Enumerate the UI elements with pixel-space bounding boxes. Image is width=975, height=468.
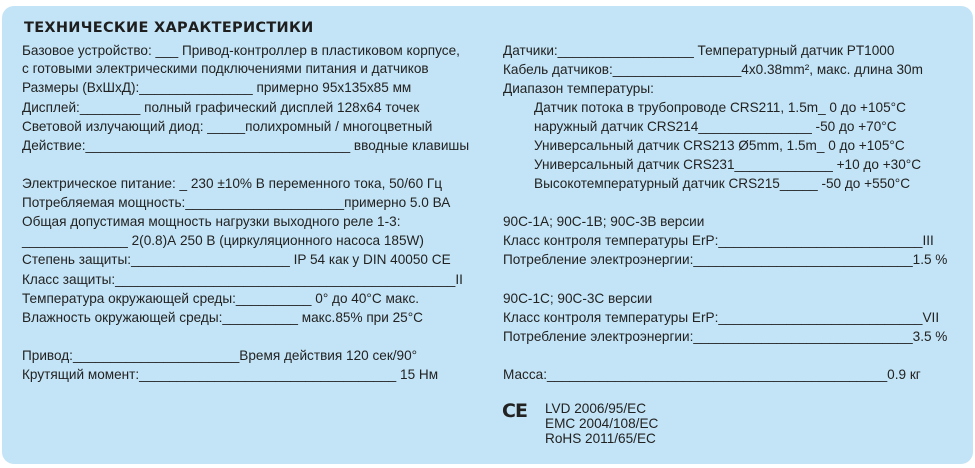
spec-sensor-crs215: Высокотемпературный датчик CRS215_____ -50 до +550°С: [534, 176, 911, 191]
spec-sensor-crs211: Датчик потока в трубопроводе CRS211, 1.5m_ 0 до +105°С: [534, 100, 906, 115]
spec-version-group-1: 90С-1А; 90С-1В; 90С-3В версии: [503, 214, 705, 229]
standard-emc: EMC 2004/108/EC: [545, 416, 659, 431]
spec-action: Действие:___________________________________ вводные клавишы: [22, 138, 470, 153]
spec-energy-2: Потребление электроэнергии:_____________________________3.5 %: [503, 329, 948, 344]
spec-relay-load-value: ______________ 2(0.8)А 250 В (циркуляционного насоса 185W): [22, 233, 424, 248]
page-title: ТЕХНИЧЕСКИЕ ХАРАКТЕРИСТИКИ: [24, 20, 314, 36]
spec-energy-1: Потребление электроэнергии:_____________________________1.5 %: [503, 252, 948, 267]
spec-power-consumption: Потребляемая мощность:_____________________примерно 5.0 ВА: [22, 195, 451, 210]
spec-led: Световой излучающий диод: _____полихромный / многоцветный: [22, 119, 433, 134]
spec-erp-class-1: Класс контроля температуры ErP:___________________________III: [503, 233, 934, 248]
spec-relay-load: Общая допустимая мощность нагрузки выходного реле 1-3:: [22, 214, 401, 229]
spec-sensors: Датчики:__________________ Температурный датчик PT1000: [503, 43, 895, 58]
ce-mark-logo: CE: [502, 400, 527, 422]
spec-torque: Крутящий момент:__________________________________ 15 Нм: [22, 367, 439, 382]
spec-power-supply: Электрическое питание: _ 230 ±10% В переменного тока, 50/60 Гц: [22, 176, 443, 191]
spec-sensor-cable: Кабель датчиков:_________________4x0.38mm², макс. длина 30m: [503, 62, 923, 77]
spec-actuator: Привод:______________________Время действия 120 сек/90°: [22, 348, 418, 363]
spec-version-group-2: 90С-1С; 90С-3С версии: [503, 291, 653, 306]
spec-mass: Масса:_____________________________________________0.9 кг: [503, 367, 921, 382]
standard-lvd: LVD 2006/95/EC: [545, 401, 647, 416]
spec-sensor-crs213: Универсальный датчик CRS213 Ø5mm, 1.5m_ 0 до +105°С: [534, 138, 905, 153]
spec-base-device: Базовое устройство: ___ Привод-контроллер в пластиковом корпусе,: [22, 43, 460, 58]
spec-protection-degree: Степень защиты:_____________________ IP 54 как у DIN 40050 CE: [22, 252, 451, 267]
spec-humidity: Влажность окружающей среды:__________ макс.85% при 25°С: [22, 310, 423, 325]
standard-rohs: RoHS 2011/65/EC: [545, 431, 656, 446]
spec-dimensions: Размеры (ВхШхД):_______________ примерно 95x135x85 мм: [22, 80, 412, 95]
spec-protection-class: Класс защиты:_____________________________________________II: [22, 272, 463, 287]
spec-sensor-crs214: наружный датчик CRS214_______________ -50 до +70°С: [534, 119, 897, 134]
spec-sensor-crs231: Универсальный датчик CRS231_____________ +10 до +30°С: [534, 157, 922, 172]
spec-base-device-cont: с готовыми электрическими подключениями питания и датчиков: [22, 61, 429, 76]
spec-erp-class-2: Класс контроля температуры ErP:___________________________VII: [503, 310, 940, 325]
spec-ambient-temp: Температура окружающей среды:__________ 0° до 40°С макс.: [22, 291, 420, 306]
spec-temp-range-heading: Диапазон температуры:: [503, 81, 654, 96]
spec-display: Дисплей:________ полный графический дисплей 128x64 точек: [22, 100, 420, 115]
